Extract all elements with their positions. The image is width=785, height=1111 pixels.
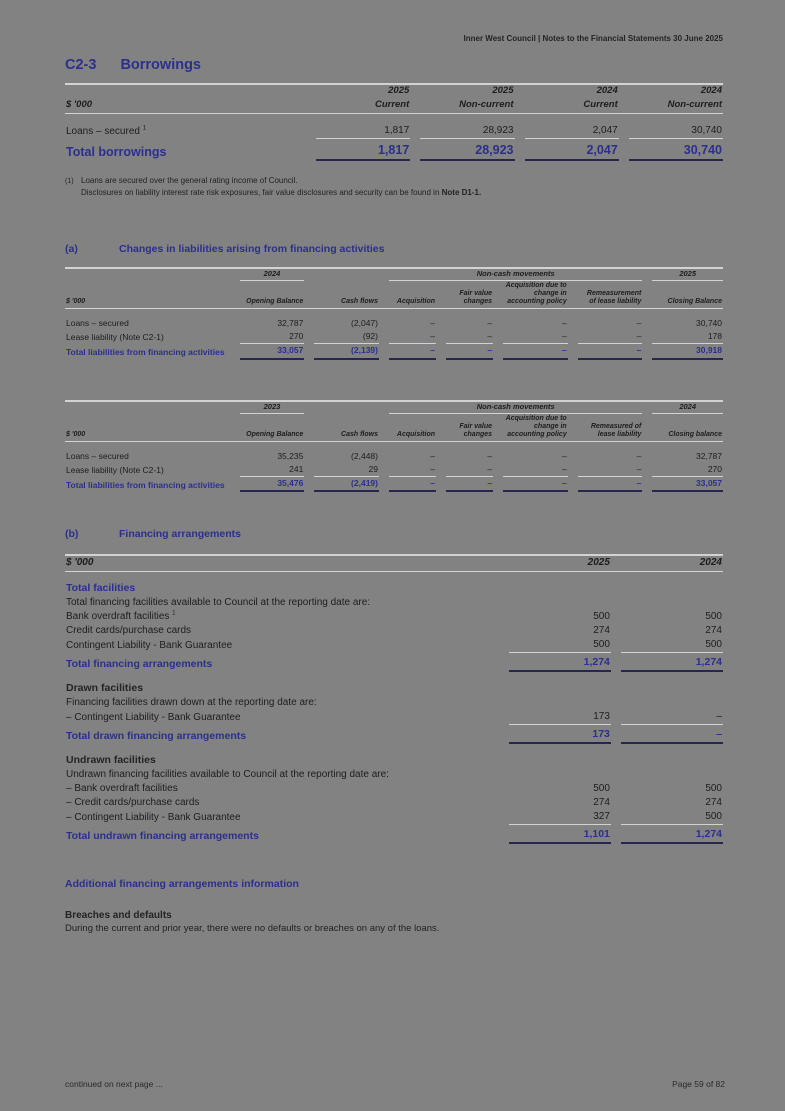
col-fair-value: Fair value changes	[459, 290, 493, 306]
cell-value: –	[621, 725, 723, 744]
group-heading-row	[65, 744, 723, 768]
cell-value: 1,101	[509, 825, 611, 844]
group-heading-row	[65, 672, 723, 696]
cell-value: 274	[593, 624, 610, 636]
table-row	[65, 463, 723, 477]
cell-value: 1,274	[621, 653, 723, 672]
col-year: 2024	[700, 85, 722, 96]
noncash-group-label: Non-cash movements	[389, 269, 642, 282]
cell-value: –	[503, 344, 568, 359]
col-type: Current	[583, 98, 618, 110]
cell-value: 35,476	[240, 477, 305, 492]
cell-value: –	[446, 477, 493, 492]
cell-value: 32,787	[277, 318, 304, 329]
borrowings-table	[55, 83, 733, 161]
empty-cell	[314, 269, 379, 282]
cell-value: (92)	[314, 330, 379, 344]
cell-value: –	[636, 318, 642, 329]
footnote-marker: (1)	[65, 177, 74, 185]
cell-value: 500	[593, 610, 610, 622]
cell-value: 178	[652, 330, 723, 344]
footnote-line	[65, 187, 723, 199]
cell-value: 30,740	[696, 318, 722, 329]
empty-cell	[65, 269, 230, 282]
closing-year: 2025	[652, 269, 723, 282]
table-row	[65, 638, 723, 653]
cell-value: 35,235	[277, 451, 304, 462]
facilities-total	[65, 653, 723, 672]
table-total-row	[65, 344, 723, 359]
cell-value: 327	[509, 810, 611, 825]
col-type: Non-current	[459, 98, 514, 110]
cell-value: (2,139)	[314, 344, 379, 359]
type-header-row	[65, 99, 723, 113]
movements-rows	[65, 450, 723, 477]
movements-total	[65, 344, 723, 359]
col-acq-policy: Acquisition due to change in accounting policy	[505, 415, 567, 439]
table-total-row	[65, 825, 723, 844]
col-opening: Opening Balance	[246, 298, 304, 306]
row-label: Loans – secured	[66, 318, 129, 329]
footnote-text: Loans are secured over the general rating income of Council.	[81, 175, 298, 185]
unit-label: $ '000	[66, 98, 93, 110]
opening-year: 2024	[240, 269, 305, 282]
row-label: Total undrawn financing arrangements	[66, 829, 259, 842]
page-title	[65, 57, 723, 73]
table-total-row	[65, 139, 723, 161]
row-label: Total financing arrangements	[66, 657, 213, 670]
group-header-row	[65, 402, 723, 415]
empty-cell	[65, 85, 306, 99]
note-code: C2-3	[65, 57, 97, 73]
borrowings-total	[65, 139, 723, 161]
cell-value: 33,057	[652, 477, 723, 492]
undrawn-rows	[65, 782, 723, 825]
table-row	[65, 810, 723, 825]
cell-value: 2,047	[525, 139, 619, 161]
page-content	[65, 34, 723, 934]
cell-value: –	[389, 463, 436, 477]
cell-value: 1,274	[509, 653, 611, 672]
cell-value: –	[487, 451, 493, 462]
table-row	[65, 330, 723, 344]
cell-value: 241	[240, 463, 305, 477]
section-label: (a)	[65, 242, 78, 255]
borrowings-table-header	[65, 83, 723, 124]
empty-cell	[65, 402, 230, 415]
section-title: Financing arrangements	[119, 528, 241, 541]
row-label: Credit cards/purchase cards	[66, 624, 192, 636]
cell-value: 500	[593, 782, 610, 794]
col-year: 2025	[492, 85, 514, 96]
row-label: Loans – secured $^1$	[66, 124, 147, 137]
section-label: (b)	[65, 528, 79, 541]
table-row	[65, 782, 723, 796]
breaches-text: During the current and prior year, there were no defaults or breaches on any of the loans.	[65, 922, 440, 934]
footnote-line	[65, 175, 723, 187]
unit-label: $ '000	[66, 431, 86, 439]
section-b-heading	[65, 528, 723, 540]
cell-value: –	[446, 463, 493, 477]
column-header-row	[65, 414, 723, 441]
cell-value: –	[446, 344, 493, 359]
cell-value: 32,787	[696, 451, 722, 462]
cell-value: 274	[593, 796, 610, 808]
col-year: 2025	[587, 557, 610, 569]
opening-year: 2023	[240, 402, 305, 415]
section-title: Changes in liabilities arising from financing activities	[119, 242, 385, 255]
additional-info-heading: Additional financing arrangements information	[65, 877, 299, 890]
cell-value: 1,817	[316, 139, 410, 161]
cell-value: (2,419)	[314, 477, 379, 492]
table-total-row	[65, 477, 723, 492]
row-label: – Bank overdraft facilities	[66, 782, 178, 794]
group-header-row	[65, 269, 723, 282]
table-row	[65, 610, 723, 624]
footer-continued: continued on next page ...	[65, 1079, 163, 1089]
row-label: Loans – secured	[66, 451, 129, 462]
movements-table-2024	[55, 400, 733, 493]
footer-page-number: Page 59 of 82	[672, 1079, 725, 1089]
footnote-block	[65, 175, 723, 199]
cell-value: –	[621, 710, 723, 725]
row-label: – Credit cards/purchase cards	[66, 796, 200, 808]
cell-value: 500	[621, 638, 723, 653]
note-title: Borrowings	[120, 57, 201, 73]
cell-value: 500	[705, 610, 722, 622]
cell-value: –	[578, 477, 643, 492]
group-heading: Undrawn facilities	[66, 753, 156, 766]
year-header-row	[65, 85, 723, 99]
col-type: Current	[374, 98, 410, 110]
col-fair-value: Fair value changes	[459, 423, 493, 439]
row-label: Contingent Liability - Bank Guarantee	[66, 639, 233, 651]
cell-value: 500	[705, 782, 722, 794]
cell-value: 274	[705, 624, 722, 636]
col-remeasurement: Remeasured of lease liability	[590, 423, 642, 439]
cell-value: 1,817	[316, 124, 410, 139]
cell-value: 173	[509, 725, 611, 744]
footnote-ref: 1	[172, 609, 176, 617]
footnote-ref: 1	[142, 124, 147, 132]
row-label: Bank overdraft facilities $^1$	[66, 609, 176, 622]
group-description: Financing facilities drawn down at the reporting date are:	[66, 696, 317, 708]
cell-value: –	[503, 463, 568, 477]
group-undrawn-facilities	[65, 744, 723, 782]
row-label: Lease liability (Note C2-1)	[66, 332, 164, 343]
col-cashflows: Cash flows	[341, 298, 378, 306]
table-row	[65, 450, 723, 463]
group-description: Total financing facilities available to Council at the reporting date are:	[66, 596, 371, 608]
movements-table-header	[65, 267, 723, 318]
movements-rows	[65, 317, 723, 344]
footnote-text: Disclosures on liability interest rate risk exposures, fair value disclosures and security can be found in	[81, 187, 442, 197]
table-row	[65, 317, 723, 330]
cell-value: 28,923	[420, 139, 514, 161]
table-row	[65, 124, 723, 139]
table-row	[65, 710, 723, 725]
cell-value: 500	[509, 638, 611, 653]
movements-table-header	[65, 400, 723, 451]
spacer-row	[65, 442, 723, 450]
cell-value: –	[430, 318, 436, 329]
row-label: Total liabilities from financing activities	[66, 347, 225, 358]
row-label: Total drawn financing arrangements	[66, 729, 247, 742]
row-label: Total borrowings	[66, 144, 167, 159]
spacer-row	[65, 309, 723, 317]
cell-value: 28,923	[420, 124, 514, 139]
movements-total	[65, 477, 723, 492]
cell-value: –	[561, 451, 567, 462]
col-closing: Closing balance	[668, 431, 722, 439]
cell-value: 30,740	[629, 139, 723, 161]
row-label: Total liabilities from financing activities	[66, 480, 225, 491]
cell-value: –	[430, 451, 436, 462]
document-header: Inner West Council | Notes to the Financial Statements 30 June 2025	[463, 34, 723, 43]
noncash-group-label: Non-cash movements	[389, 402, 642, 415]
closing-year: 2024	[652, 402, 723, 415]
group-total-facilities	[65, 572, 723, 610]
row-label: – Contingent Liability - Bank Guarantee	[66, 711, 241, 723]
group-drawn-facilities	[65, 672, 723, 710]
empty-cell	[314, 402, 379, 415]
table-total-row	[65, 725, 723, 744]
col-closing: Closing Balance	[667, 298, 722, 306]
year-header-row	[65, 556, 723, 571]
group-description-row	[65, 696, 723, 710]
cell-value: –	[578, 330, 643, 344]
cell-value: 30,740	[629, 124, 723, 139]
cell-value: –	[487, 318, 493, 329]
cell-value: –	[446, 330, 493, 344]
table-total-row	[65, 653, 723, 672]
facilities-rows	[65, 610, 723, 653]
col-type: Non-current	[667, 98, 722, 110]
cell-value: –	[561, 318, 567, 329]
cell-value: 30,918	[652, 344, 723, 359]
group-description-row	[65, 768, 723, 782]
cell-value: 173	[509, 710, 611, 725]
movements-table-2025	[55, 267, 733, 360]
cell-value: (2,047)	[351, 318, 378, 329]
financing-table-header	[65, 554, 723, 572]
drawn-rows	[65, 710, 723, 725]
cell-value: –	[503, 330, 568, 344]
col-acquisition: Acquisition	[396, 298, 436, 306]
section-a-heading	[65, 243, 723, 255]
cell-value: 2,047	[525, 124, 619, 139]
cell-value: –	[389, 344, 436, 359]
unit-label: $ '000	[66, 557, 94, 569]
page-footer	[65, 1079, 725, 1089]
group-heading: Drawn facilities	[66, 681, 144, 694]
undrawn-total	[65, 825, 723, 844]
group-heading-row	[65, 572, 723, 596]
group-heading: Total facilities	[66, 581, 136, 594]
col-acq-policy: Acquisition due to change in accounting policy	[505, 282, 567, 306]
unit-label: $ '000	[66, 298, 86, 306]
cell-value: –	[578, 463, 643, 477]
table-row	[65, 796, 723, 810]
cell-value: (2,448)	[351, 451, 378, 462]
cell-value: –	[636, 451, 642, 462]
spacer-row	[65, 114, 723, 124]
cell-value: –	[503, 477, 568, 492]
col-remeasurement: Remeasurement of lease liability	[586, 290, 642, 306]
col-opening: Opening Balance	[246, 431, 304, 439]
row-label: – Contingent Liability - Bank Guarantee	[66, 811, 241, 823]
row-label: Lease liability (Note C2-1)	[66, 465, 164, 476]
cell-value: 270	[652, 463, 723, 477]
group-description: Undrawn financing facilities available to Council at the reporting date are:	[66, 768, 389, 780]
borrowings-rows	[65, 124, 723, 139]
financing-arrangements-table	[55, 554, 733, 844]
table-row	[65, 624, 723, 638]
cell-value: 33,057	[240, 344, 305, 359]
drawn-total	[65, 725, 723, 744]
cell-value: –	[578, 344, 643, 359]
cell-value: 1,274	[621, 825, 723, 844]
cell-value: 500	[621, 810, 723, 825]
col-acquisition: Acquisition	[396, 431, 436, 439]
col-year: 2024	[596, 85, 618, 96]
cell-value: –	[389, 477, 436, 492]
cell-value: 270	[240, 330, 305, 344]
group-description-row	[65, 596, 723, 610]
breaches-heading: Breaches and defaults	[65, 909, 172, 921]
cell-value: 29	[314, 463, 379, 477]
cell-value: 274	[705, 796, 722, 808]
column-header-row	[65, 281, 723, 308]
col-cashflows: Cash flows	[341, 431, 378, 439]
col-year: 2025	[388, 85, 410, 96]
footnote-note-ref: Note D1-1.	[441, 187, 482, 197]
cell-value: –	[389, 330, 436, 344]
col-year: 2024	[699, 557, 722, 569]
